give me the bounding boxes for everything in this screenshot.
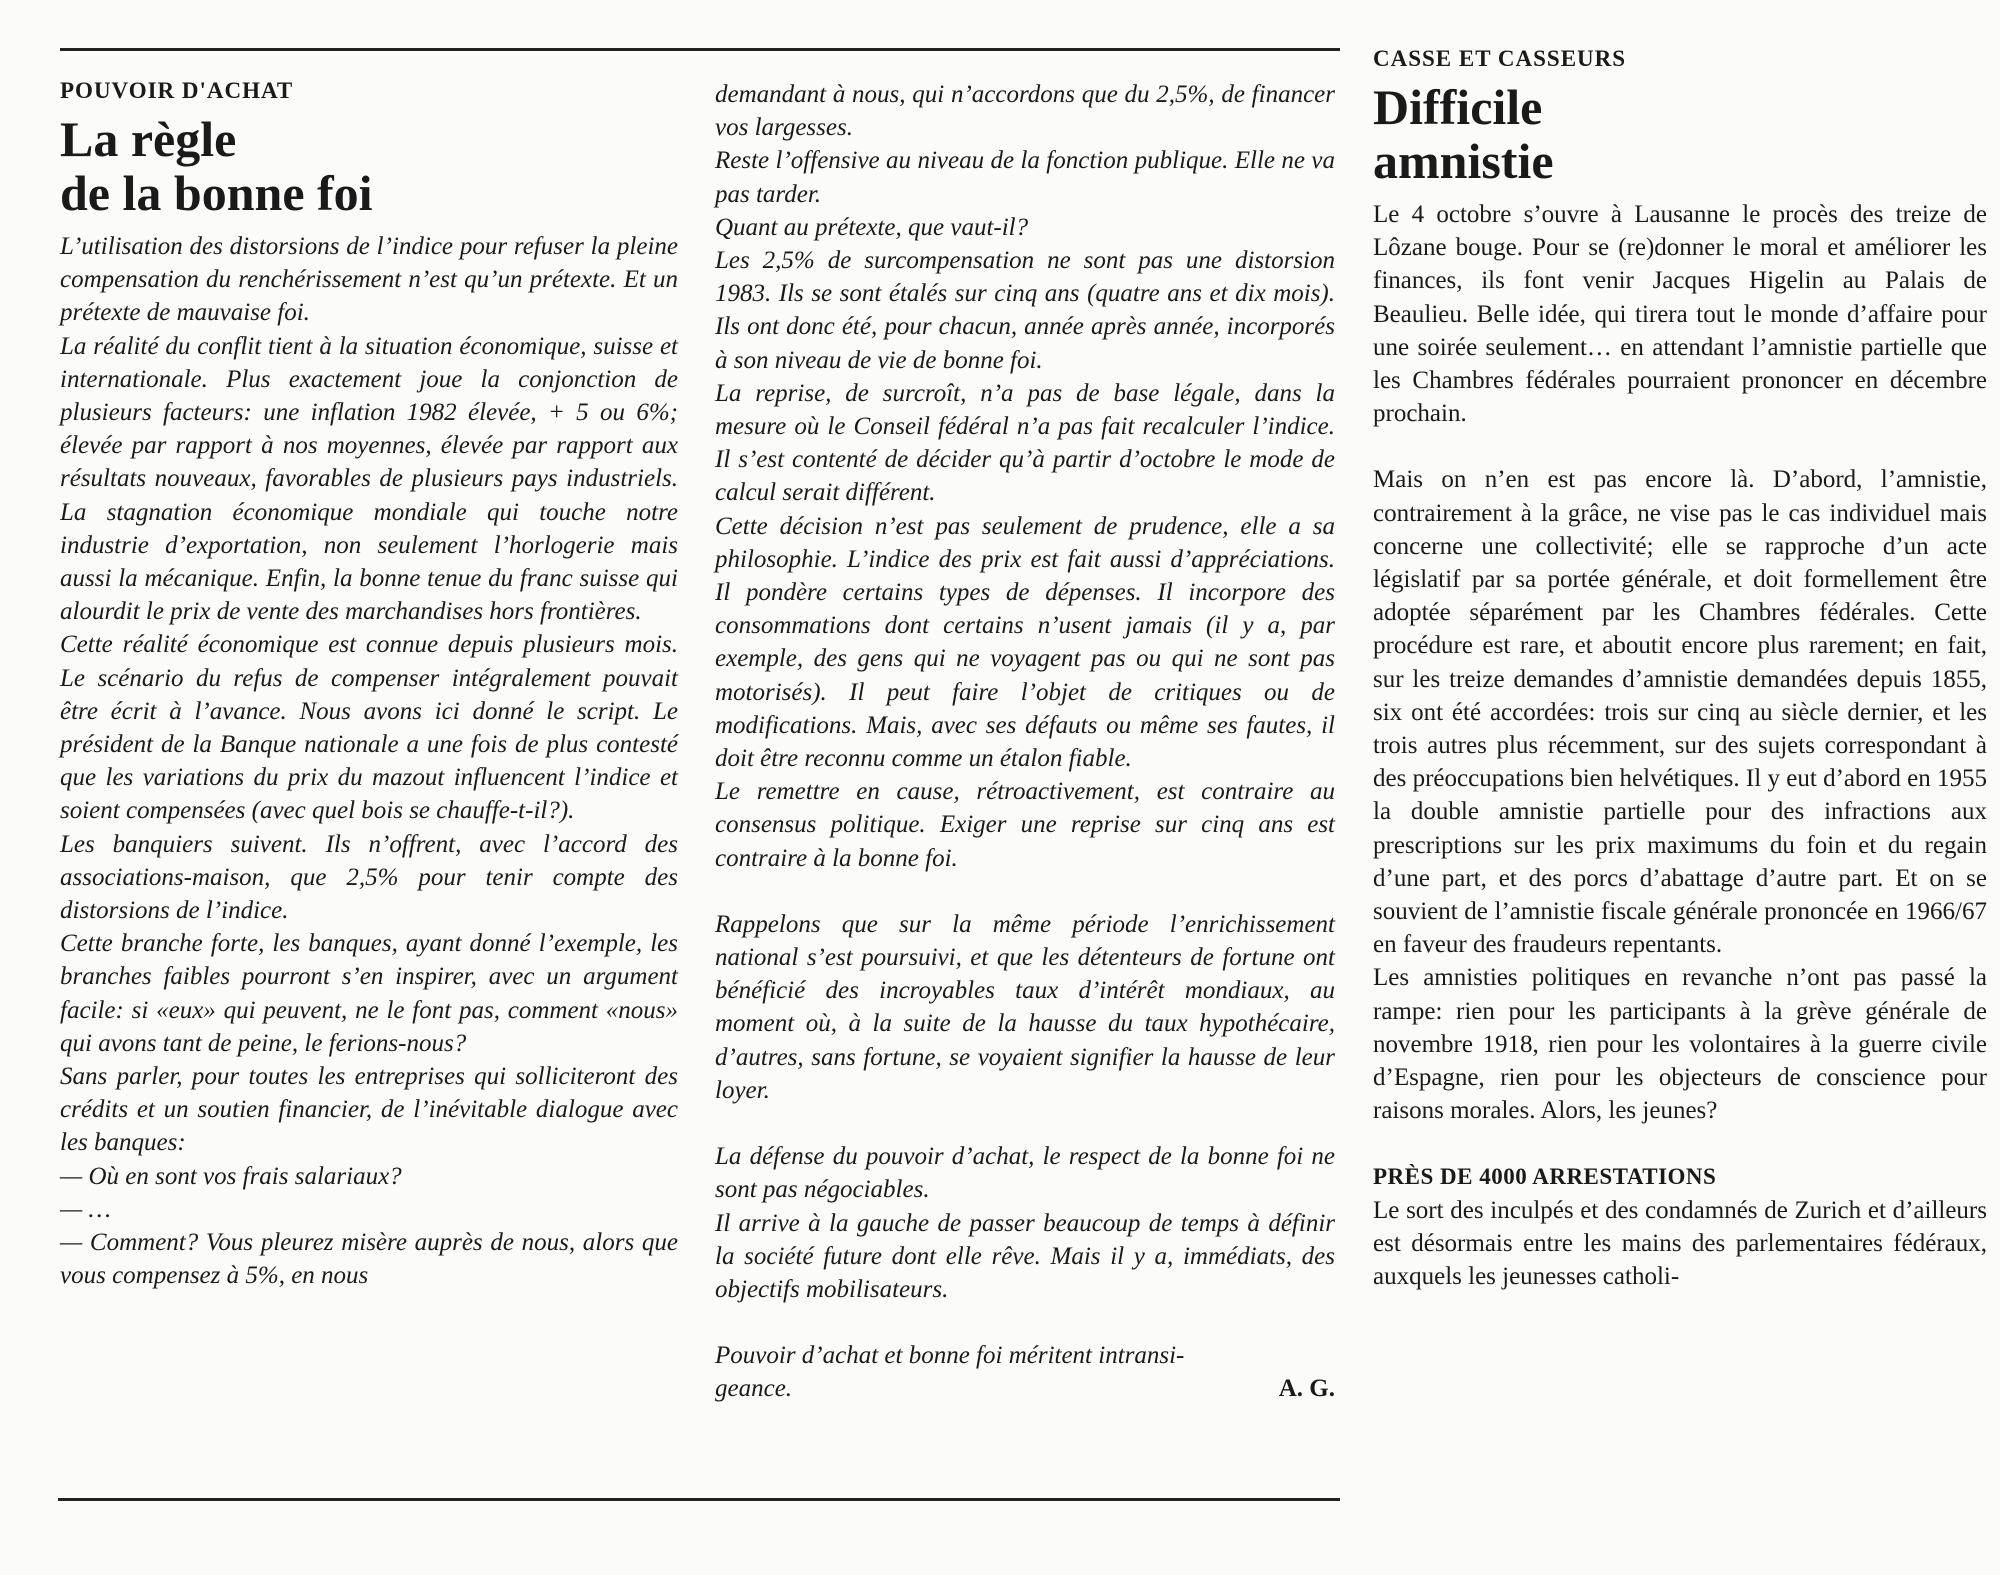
left-article-title-line1: La règle bbox=[60, 111, 237, 167]
paragraph: Le 4 octobre s’ouvre à Lausanne le procès des treize de Lôzane bouge. Pour se (re)donner le moral et améliorer les finances, ils font venir Jacques Higelin au Palais de Beaulieu. Belle idée, qui tirera tout le monde d’affaire pour une soirée seulement… en attendant l’amnistie partielle que les Chambres fédérales pourraient prononcer en décembre prochain. bbox=[1373, 201, 1987, 428]
paragraph: Cette branche forte, les banques, ayant donné l’exemple, les branches faibles pourront s’en inspirer, avec un argument facile: si «eux» qui peuvent, ne le font pas, comment «nous» qui avons tant de peine, le ferions-nous? bbox=[60, 930, 678, 1057]
paragraph: Cette décision n’est pas seulement de prudence, elle a sa philosophie. L’indice des prix est fait aussi d’appréciations. Il pondère certains types de dépenses. Il incorpore des consommations dont certains n’usent jamais (il y a, par exemple, des gens qui ne voyagent pas ou qui ne sont pas motorisés). Il peut faire l’objet de critiques ou de modifications. Mais, avec ses défauts ou même ses fautes, il doit être reconnu comme un étalon fiable. bbox=[715, 512, 1335, 773]
paragraph: Rappelons que sur la même période l’enrichissement national s’est poursuivi, et que les détenteurs de fortune ont bénéficié des incroyables taux d’intérêt mondiaux, au moment où, à la suite de la hausse du taux hypothécaire, d’autres, sans fortune, se voyaient signifier la hausse de leur loyer. bbox=[715, 910, 1335, 1104]
paragraph: demandant à nous, qui n’accordons que du 2,5%, de financer vos largesses. bbox=[715, 81, 1335, 142]
closing-signature-line bbox=[715, 1372, 1335, 1405]
paragraph: Sans parler, pour toutes les entreprises qui solliciteront des crédits et un soutien financier, de l’inévitable dialogue avec les banques: bbox=[60, 1063, 678, 1157]
bottom-rule bbox=[58, 1498, 1340, 1501]
left-article-col2-text bbox=[715, 78, 1335, 1406]
dialogue-line: — Où en sont vos frais salariaux? bbox=[60, 1162, 402, 1190]
paragraph: Cette réalité économique est connue depuis plusieurs mois. Le scénario du refus de compenser intégralement pouvait être écrit à l’avance. Nous avons ici donné le script. Le président de la Banque nationale a une fois de plus contesté que les variations du prix du mazout influencent l’indice et soient compensées (avec quel bois se chauffe-t-il?). bbox=[60, 631, 678, 825]
right-article-title-line1: Difficile bbox=[1373, 79, 1543, 135]
paragraph: L’utilisation des distorsions de l’indice pour refuser la pleine compensation du renchérissement n’est qu’un prétexte. Et un prétexte de mauvaise foi. bbox=[60, 233, 678, 327]
paragraph: Les 2,5% de surcompensation ne sont pas une distorsion 1983. Ils se sont étalés sur cinq ans (quatre ans et dix mois). Ils ont donc été, pour chacun, année après année, incorporés à son niveau de vie de bonne foi. bbox=[715, 247, 1335, 374]
paragraph: La défense du pouvoir d’achat, le respect de la bonne foi ne sont pas négociables. bbox=[715, 1143, 1335, 1204]
paragraph: La réalité du conflit tient à la situation économique, suisse et internationale. Plus exactement joue la conjonction de plusieurs facteurs: une inflation 1982 élevée, + 5 ou 6%; élevée par rapport à nos moyennes, élevée par rapport aux résultats nouveaux, favorables de plusieurs pays industriels. La stagnation économique mondiale qui touche notre industrie d’exportation, non seulement l’horlogerie mais aussi la mécanique. Enfin, la bonne tenue du franc suisse qui alourdit le prix de vente des marchandises hors frontières. bbox=[60, 332, 678, 626]
closing-line-end: geance. bbox=[715, 1375, 793, 1403]
left-article-title-line2: de la bonne foi bbox=[60, 165, 373, 221]
right-article-text bbox=[1373, 198, 1987, 1293]
paragraph: Mais on n’en est pas encore là. D’abord, l’amnistie, contrairement à la grâce, ne vise pas le cas individuel mais concerne une collectivité; elle se rapproche d’un acte législatif par sa portée générale, et doit formellement être adoptée séparément par les Chambres fédérales. Cette procédure est rare, et aboutit encore plus rarement; en fait, sur les treize demandes d’amnistie demandées depuis 1855, six ont été accordées: trois sur cinq au siècle dernier, et les trois autres plus récemment, sur des sujets correspondant à des préoccupations bien helvétiques. Il y eut d’abord en 1955 la double amnistie partielle pour des infractions aux prescriptions sur les prix maximums du foin et du regain d’une part, et des porcs d’abattage d’autre part. Et on se souvient de l’amnistie fiscale générale prononcée en 1966/67 en faveur des fraudeurs repentants. bbox=[1373, 466, 1987, 959]
right-article-subhead: PRÈS DE 4000 ARRESTATIONS bbox=[1373, 1164, 1717, 1190]
dialogue-line: — … bbox=[60, 1195, 111, 1223]
left-article-col1-text bbox=[60, 230, 678, 1293]
right-article-kicker: CASSE ET CASSEURS bbox=[1373, 46, 1627, 71]
left-article-col2 bbox=[715, 78, 1335, 1406]
closing-line: Pouvoir d’achat et bonne foi méritent intransi- bbox=[715, 1342, 1185, 1370]
right-article-title-line2: amnistie bbox=[1373, 133, 1554, 189]
paragraph: Quant au prétexte, que vaut-il? bbox=[715, 213, 1029, 241]
left-article-col1 bbox=[60, 78, 678, 1293]
right-article-title bbox=[1373, 80, 1987, 188]
top-rule bbox=[60, 48, 1340, 51]
paragraph: Le sort des inculpés et des condamnés de Zurich et d’ailleurs est désormais entre les mains des parlementaires fédéraux, auxquels les jeunesses catholi- bbox=[1373, 1196, 1987, 1291]
right-article bbox=[1373, 46, 1987, 1293]
paragraph: Reste l’offensive au niveau de la fonction publique. Elle ne va pas tarder. bbox=[715, 147, 1335, 208]
left-article-title bbox=[60, 112, 678, 220]
paragraph: Il arrive à la gauche de passer beaucoup de temps à définir la société future dont elle rêve. Mais il y a, immédiats, des objectifs mobilisateurs. bbox=[715, 1209, 1335, 1303]
dialogue-line: — Comment? Vous pleurez misère auprès de nous, alors que vous compensez à 5%, en nous bbox=[60, 1229, 678, 1290]
paragraph: Les amnisties politiques en revanche n’ont pas passé la rampe: rien pour les participants à la grève générale de novembre 1918, rien pour les volontaires à la guerre civile d’Espagne, rien pour les objecteurs de conscience pour raisons morales. Alors, les jeunes? bbox=[1373, 964, 1987, 1125]
author-signature: A. G. bbox=[1278, 1375, 1335, 1403]
paragraph: Les banquiers suivent. Ils n’offrent, avec l’accord des associations-maison, que 2,5% pour tenir compte des distorsions de l’indice. bbox=[60, 830, 678, 925]
paragraph: Le remettre en cause, rétroactivement, est contraire au consensus politique. Exiger une reprise sur cinq ans est contraire à la bonne foi. bbox=[715, 778, 1335, 872]
paragraph: La reprise, de surcroît, n’a pas de base légale, dans la mesure où le Conseil fédéral n’a pas fait recalculer l’indice. Il s’est contenté de décider qu’à partir d’octobre le mode de calcul serait différent. bbox=[715, 379, 1335, 507]
left-article-kicker: POUVOIR D'ACHAT bbox=[60, 78, 294, 103]
